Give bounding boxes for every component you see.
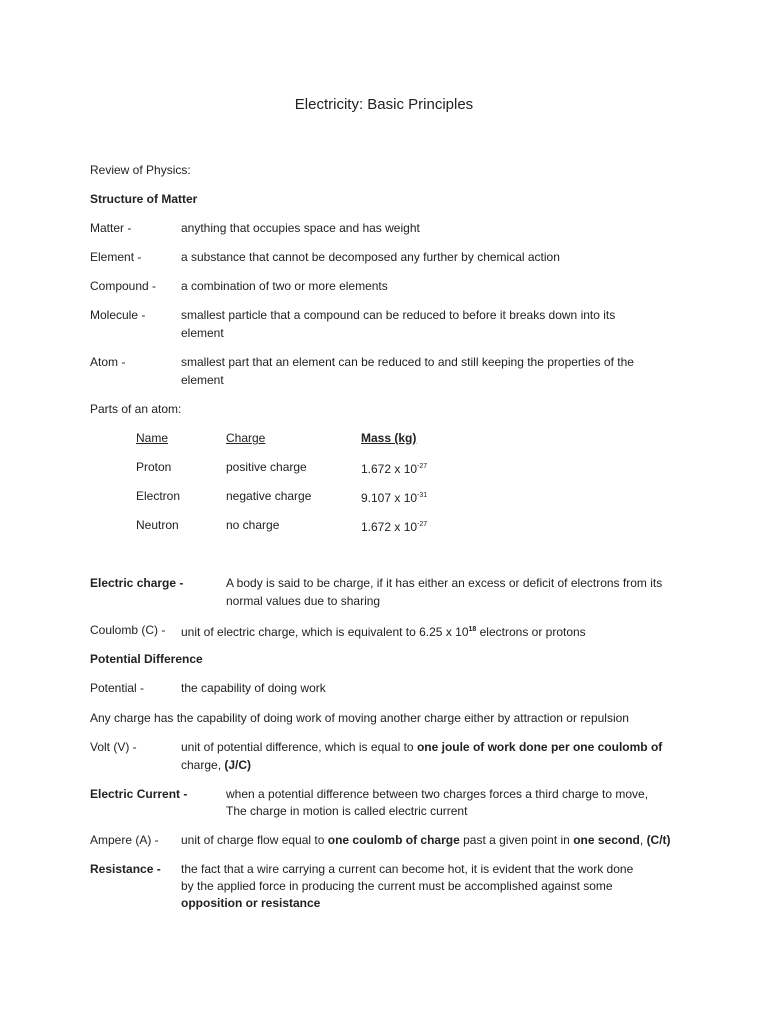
mass-exponent: -27 <box>417 463 428 470</box>
def-text-atom-line2: element <box>181 373 224 387</box>
def-text-compound: a combination of two or more elements <box>181 279 388 293</box>
def-text-element: a substance that cannot be decomposed any further by chemical action <box>181 250 560 264</box>
potential-difference-heading: Potential Difference <box>90 652 203 666</box>
def-text-coulomb: unit of electric charge, which is equivalent to 6.25 x $10^{18}$ electrons or protons <box>181 625 586 639</box>
def-term-coulomb: Coulomb (C) - <box>90 623 166 637</box>
table-cell-charge: positive charge <box>226 460 307 474</box>
def-term-ampere: Ampere (A) - <box>90 833 159 847</box>
mass-exponent: -31 <box>417 492 428 499</box>
def-text-ampere: unit of charge flow equal to one coulomb of charge past a given point in one second, (C/t) <box>181 833 671 847</box>
table-cell-charge: no charge <box>226 518 280 532</box>
def-text-volt-line1: unit of potential difference, which is equal to one joule of work done per one coulomb of <box>181 740 663 754</box>
def-text-electric-current-line2: The charge in motion is called electric current <box>226 804 468 818</box>
def-text-resistance-line1: the fact that a wire carrying a current can become hot, it is evident that the work done <box>181 862 634 876</box>
atom-parts-heading: Parts of an atom: <box>90 402 182 416</box>
any-charge-statement: Any charge has the capability of doing work of moving another charge either by attraction or repulsion <box>90 711 629 725</box>
def-term-molecule: Molecule - <box>90 308 146 322</box>
table-cell-name: Neutron <box>136 518 179 532</box>
def-text-resistance-line2: by the applied force in producing the current must be accomplished against some <box>181 879 613 893</box>
def-text-resistance-line3: opposition or resistance <box>181 896 321 910</box>
table-header-name: Name <box>136 431 169 445</box>
table-cell-mass: 1.672 x $10^{-27}$ <box>361 520 428 534</box>
table-cell-mass: 9.107 x $10^{-31}$ <box>361 491 428 505</box>
table-cell-charge: negative charge <box>226 489 312 503</box>
def-term-electric-current: Electric Current - <box>90 787 188 801</box>
structure-heading: Structure of Matter <box>90 192 198 206</box>
def-text-molecule-line1: smallest particle that a compound can be reduced to before it breaks down into its <box>181 308 616 322</box>
table-header-charge: Charge <box>226 431 266 445</box>
table-header-mass: Mass (kg) <box>361 431 417 445</box>
def-term-atom: Atom - <box>90 355 126 369</box>
def-term-volt: Volt (V) - <box>90 740 137 754</box>
def-term-matter: Matter - <box>90 221 132 235</box>
def-text-potential: the capability of doing work <box>181 681 326 695</box>
def-text-electric-current-line1: when a potential difference between two charges forces a third charge to move, <box>226 787 649 801</box>
def-text-volt-line2: charge, (J/C) <box>181 758 252 772</box>
def-term-resistance: Resistance - <box>90 862 161 876</box>
page-title: Electricity: Basic Principles <box>294 96 474 113</box>
coulomb-exponent: 18 <box>468 626 477 633</box>
def-text-electric-charge-line1: A body is said to be charge, if it has either an excess or deficit of electrons from its <box>226 576 663 590</box>
def-text-matter: anything that occupies space and has weight <box>181 221 420 235</box>
table-cell-mass: 1.672 x $10^{-27}$ <box>361 462 428 476</box>
review-heading: Review of Physics: <box>90 163 191 177</box>
def-text-molecule-line2: element <box>181 326 224 340</box>
def-text-atom-line1: smallest part that an element can be reduced to and still keeping the properties of the <box>181 355 634 369</box>
mass-exponent: -27 <box>417 521 428 528</box>
table-cell-name: Electron <box>136 489 181 503</box>
def-term-compound: Compound - <box>90 279 157 293</box>
def-term-potential: Potential - <box>90 681 145 695</box>
def-term-element: Element - <box>90 250 142 264</box>
table-cell-name: Proton <box>136 460 172 474</box>
def-term-electric-charge: Electric charge - <box>90 576 184 590</box>
def-text-electric-charge-line2: normal values due to sharing <box>226 594 381 608</box>
